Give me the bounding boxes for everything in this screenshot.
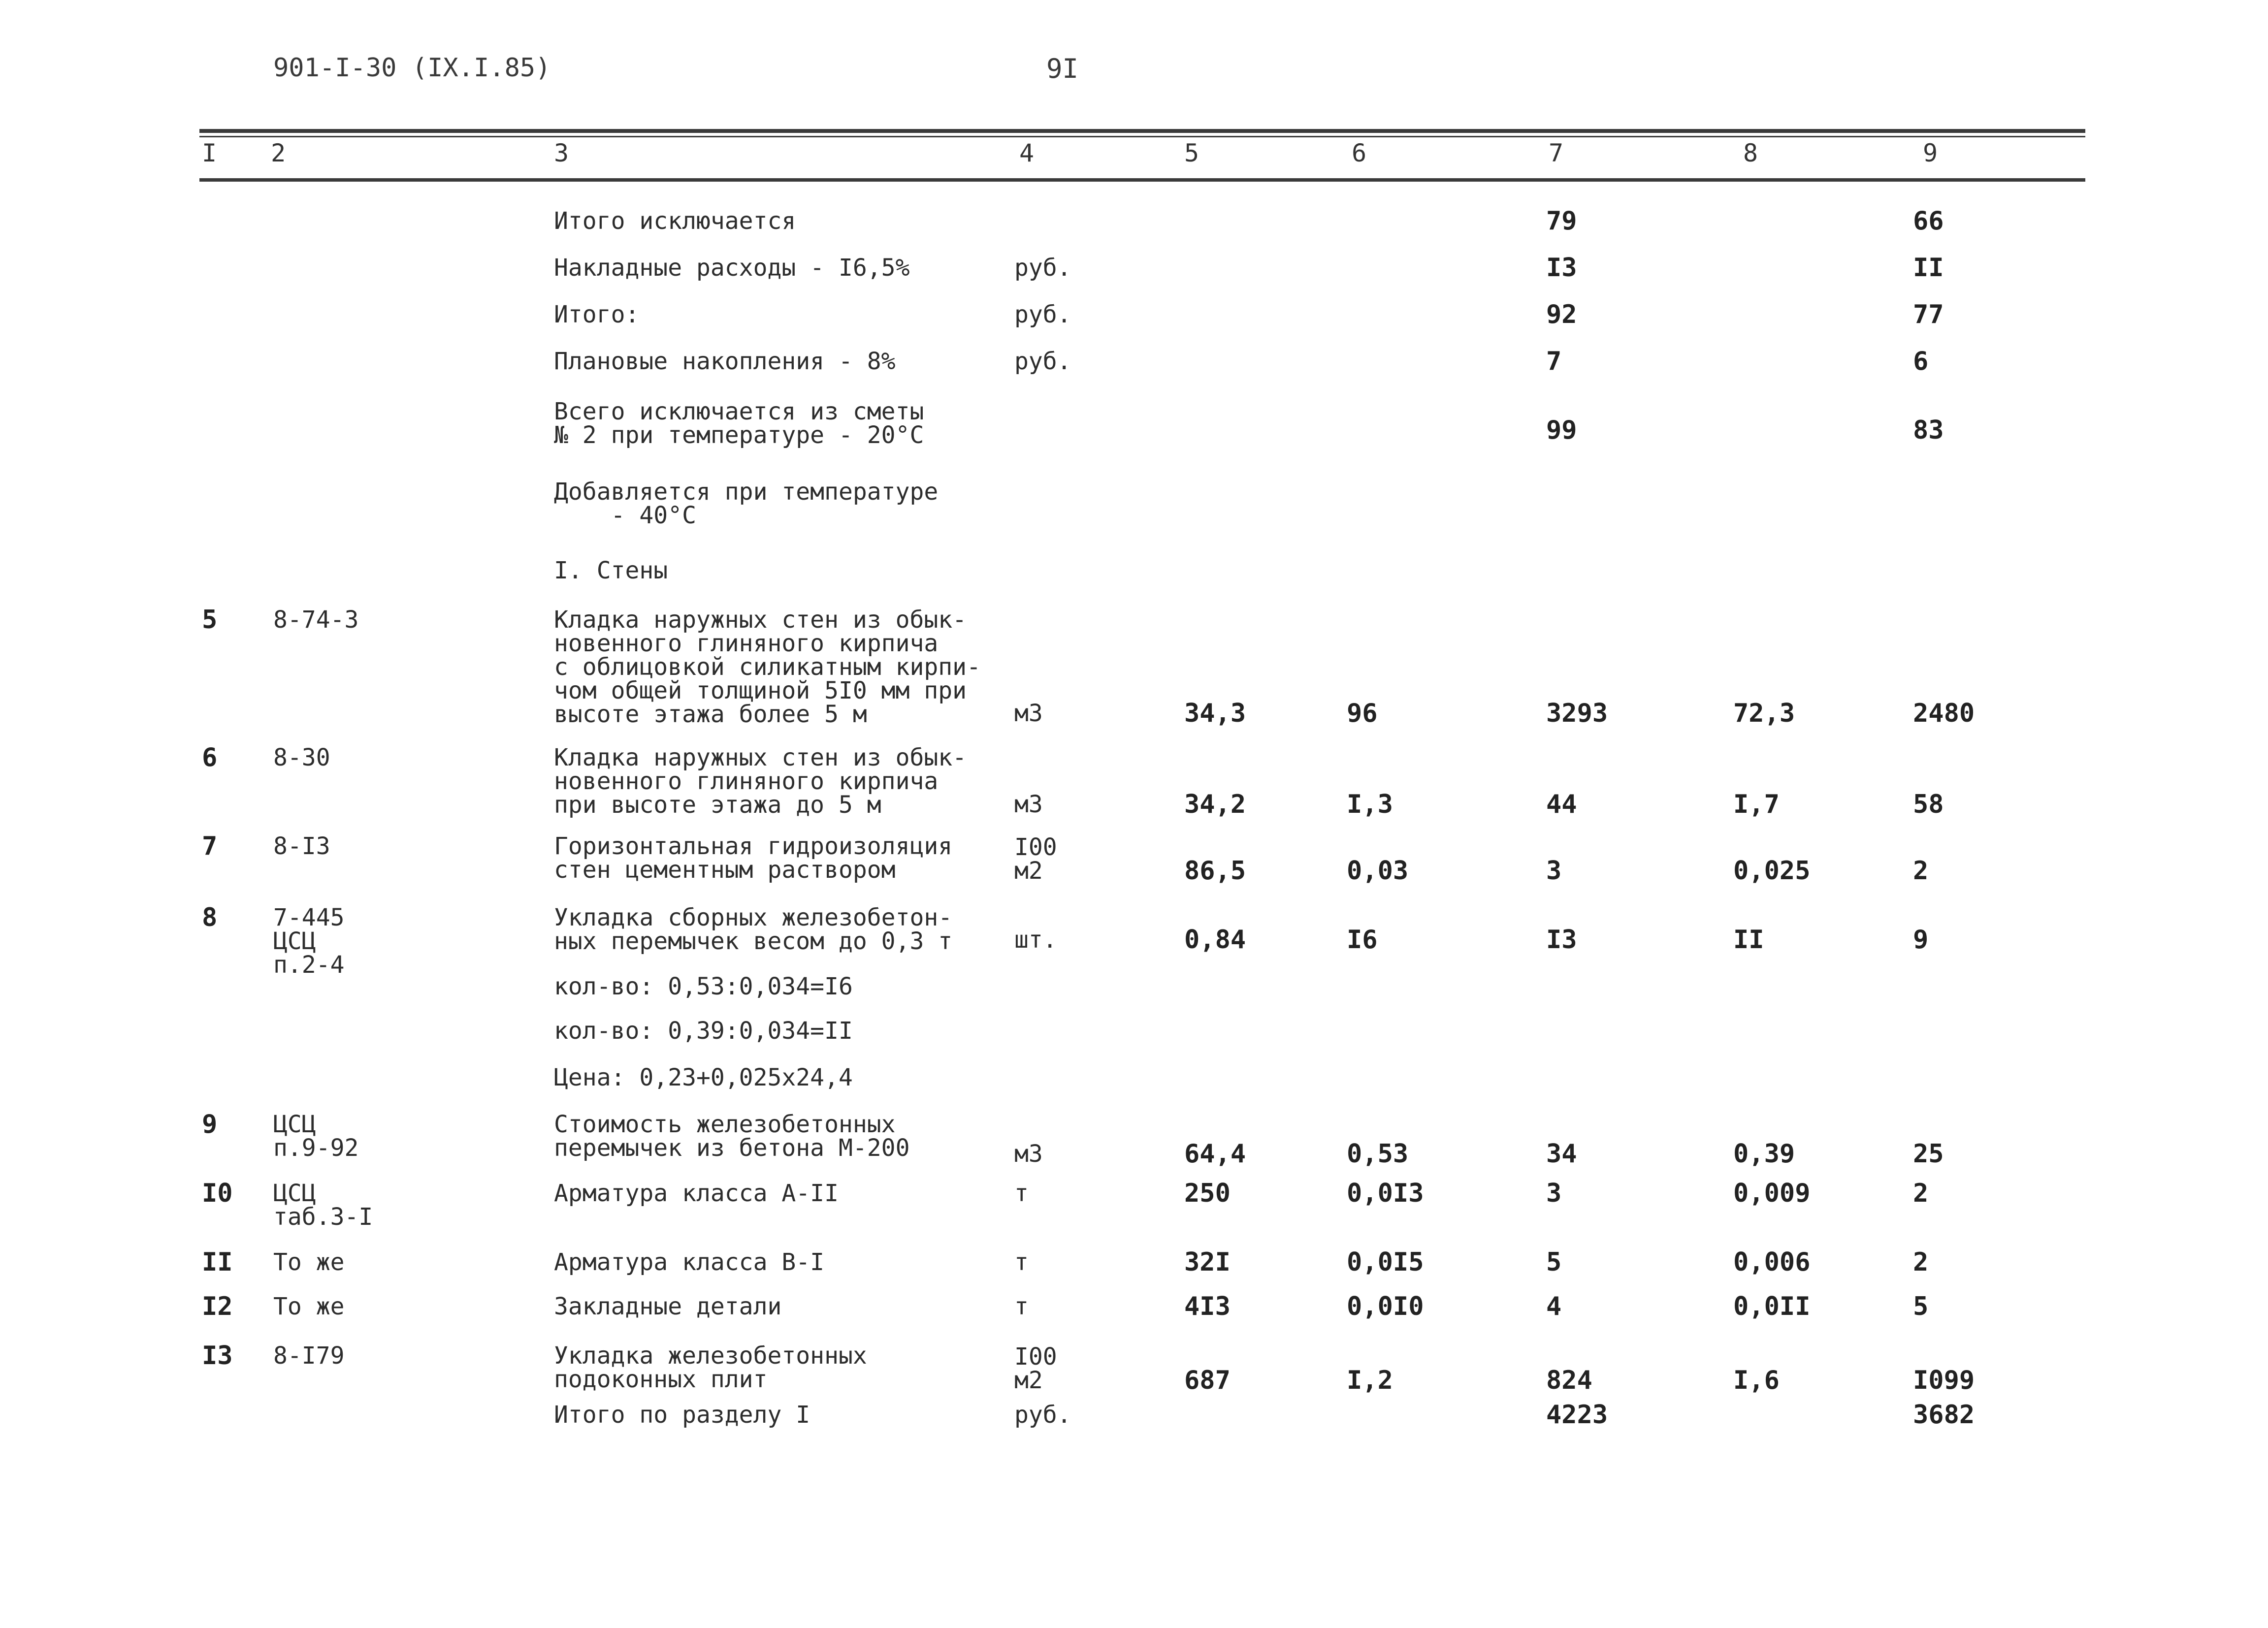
row-18-c8: 0,0II <box>1733 1292 1811 1321</box>
row-8-desc: Кладка наружных стен из обык- новенного глиняного кирпича с облицовкой силикатным кирпи- чом общей толщиной 5I0 мм при высоте этажа более 5 м <box>554 606 981 728</box>
row-11-code: 7-445 ЦСЦ п.2-4 <box>273 904 345 979</box>
row-18-c5: 4I3 <box>1184 1292 1231 1321</box>
header-rule-top-thin <box>199 136 2085 137</box>
row-11-c5: 0,84 <box>1184 925 1246 955</box>
row-11-unit: шт. <box>1014 926 1057 954</box>
column-number-5: 5 <box>1184 139 1199 167</box>
row-9-c6: I,3 <box>1347 790 1393 819</box>
row-11-desc: Укладка сборных железобетон- ных перемычек весом до 0,3 т <box>554 904 953 955</box>
row-9-c9: 58 <box>1913 790 1944 819</box>
row-6-desc: Добавляется при температуре - 40°С <box>554 478 939 529</box>
row-12-desc: кол-во: 0,53:0,034=I6 <box>554 973 853 1000</box>
row-9-pos: 6 <box>202 743 218 772</box>
row-16-code: ЦСЦ таб.3-I <box>273 1180 373 1231</box>
row-11-c9: 9 <box>1913 925 1929 955</box>
row-10-c9: 2 <box>1913 856 1929 886</box>
row-17-c6: 0,0I5 <box>1347 1247 1424 1277</box>
row-16-c8: 0,009 <box>1733 1179 1811 1208</box>
row-16-c7: 3 <box>1546 1179 1562 1208</box>
row-10-unit: I00 м2 <box>1014 833 1057 885</box>
row-18-desc: Закладные детали <box>554 1293 782 1320</box>
row-17-c9: 2 <box>1913 1247 1929 1277</box>
row-13-desc: кол-во: 0,39:0,034=II <box>554 1017 853 1045</box>
row-8-c9: 2480 <box>1913 699 1975 728</box>
row-17-c5: 32I <box>1184 1247 1231 1277</box>
document-code: 901-I-30 (IX.I.85) <box>273 53 551 83</box>
row-5-c7: 99 <box>1546 415 1577 445</box>
row-7-desc: I. Стены <box>554 557 668 584</box>
row-9-c8: I,7 <box>1733 790 1780 819</box>
row-15-c8: 0,39 <box>1733 1139 1795 1169</box>
row-19-c6: I,2 <box>1347 1366 1393 1395</box>
row-10-c5: 86,5 <box>1184 856 1246 886</box>
row-2-c9: II <box>1913 253 1944 283</box>
row-17-c7: 5 <box>1546 1247 1562 1277</box>
row-9-unit: м3 <box>1014 791 1043 818</box>
row-2-c7: I3 <box>1546 253 1577 283</box>
column-number-9: 9 <box>1923 139 1938 167</box>
row-17-pos: II <box>202 1247 233 1277</box>
row-16-unit: т <box>1014 1180 1029 1207</box>
row-4-c7: 7 <box>1546 347 1562 376</box>
row-8-code: 8-74-3 <box>273 606 359 634</box>
row-11-pos: 8 <box>202 903 218 932</box>
row-9-c5: 34,2 <box>1184 790 1246 819</box>
row-19-c7: 824 <box>1546 1366 1592 1395</box>
column-number-4: 4 <box>1019 139 1035 167</box>
row-20-desc: Итого по разделу I <box>554 1401 810 1429</box>
row-18-c7: 4 <box>1546 1292 1562 1321</box>
row-4-c9: 6 <box>1913 347 1929 376</box>
row-15-pos: 9 <box>202 1110 218 1139</box>
row-19-c5: 687 <box>1184 1366 1231 1395</box>
row-10-pos: 7 <box>202 831 218 861</box>
row-10-c6: 0,03 <box>1347 856 1409 886</box>
header-rule-top <box>199 129 2085 133</box>
row-10-desc: Горизонтальная гидроизоляция стен цементным раствором <box>554 832 953 884</box>
column-number-2: 2 <box>271 139 286 167</box>
row-8-c7: 3293 <box>1546 699 1608 728</box>
row-16-desc: Арматура класса А-II <box>554 1180 839 1207</box>
row-14-desc: Цена: 0,23+0,025x24,4 <box>554 1064 853 1091</box>
row-1-c7: 79 <box>1546 206 1577 236</box>
row-1-desc: Итого исключается <box>554 207 796 235</box>
column-number-1: I <box>202 139 217 167</box>
header-rule-bottom <box>199 178 2085 182</box>
column-number-8: 8 <box>1743 139 1758 167</box>
row-16-c5: 250 <box>1184 1179 1231 1208</box>
row-8-c6: 96 <box>1347 699 1378 728</box>
row-20-c9: 3682 <box>1913 1400 1975 1430</box>
column-number-3: 3 <box>554 139 569 167</box>
row-11-c7: I3 <box>1546 925 1577 955</box>
row-5-desc: Всего исключается из сметы № 2 при температуре - 20°С <box>554 398 924 449</box>
row-15-c9: 25 <box>1913 1139 1944 1169</box>
row-18-unit: т <box>1014 1293 1029 1320</box>
row-11-c8: II <box>1733 925 1764 955</box>
row-1-c9: 66 <box>1913 206 1944 236</box>
row-19-c8: I,6 <box>1733 1366 1780 1395</box>
row-17-c8: 0,006 <box>1733 1247 1811 1277</box>
row-15-unit: м3 <box>1014 1140 1043 1168</box>
row-16-c6: 0,0I3 <box>1347 1179 1424 1208</box>
row-2-desc: Накладные расходы - I6,5% <box>554 254 910 282</box>
row-8-c5: 34,3 <box>1184 699 1246 728</box>
row-8-unit: м3 <box>1014 700 1043 727</box>
row-11-c6: I6 <box>1347 925 1378 955</box>
row-4-unit: руб. <box>1014 348 1071 375</box>
row-8-pos: 5 <box>202 605 218 635</box>
row-15-c6: 0,53 <box>1347 1139 1409 1169</box>
row-8-c8: 72,3 <box>1733 699 1795 728</box>
row-4-desc: Плановые накопления - 8% <box>554 348 896 375</box>
row-10-code: 8-I3 <box>273 832 330 860</box>
row-17-code: То же <box>273 1248 345 1276</box>
row-20-c7: 4223 <box>1546 1400 1608 1430</box>
row-18-code: То же <box>273 1293 345 1320</box>
row-9-code: 8-30 <box>273 744 330 771</box>
row-19-code: 8-I79 <box>273 1342 345 1370</box>
column-number-7: 7 <box>1549 139 1564 167</box>
row-15-desc: Стоимость железобетонных перемычек из бетона М-200 <box>554 1111 910 1162</box>
column-number-6: 6 <box>1352 139 1367 167</box>
row-3-unit: руб. <box>1014 301 1071 328</box>
row-9-c7: 44 <box>1546 790 1577 819</box>
row-18-c9: 5 <box>1913 1292 1929 1321</box>
row-17-unit: т <box>1014 1248 1029 1276</box>
row-20-unit: руб. <box>1014 1401 1071 1429</box>
row-5-c9: 83 <box>1913 415 1944 445</box>
row-16-c9: 2 <box>1913 1179 1929 1208</box>
row-2-unit: руб. <box>1014 254 1071 282</box>
row-18-pos: I2 <box>202 1292 233 1321</box>
row-15-c5: 64,4 <box>1184 1139 1246 1169</box>
row-19-c9: I099 <box>1913 1366 1975 1395</box>
row-3-desc: Итого: <box>554 301 640 328</box>
row-19-unit: I00 м2 <box>1014 1343 1057 1394</box>
row-9-desc: Кладка наружных стен из обык- новенного глиняного кирпича при высоте этажа до 5 м <box>554 744 967 819</box>
row-18-c6: 0,0I0 <box>1347 1292 1424 1321</box>
row-17-desc: Арматура класса В-I <box>554 1248 825 1276</box>
row-19-pos: I3 <box>202 1341 233 1371</box>
row-15-code: ЦСЦ п.9-92 <box>273 1111 359 1162</box>
page-number: 9I <box>1046 53 1079 84</box>
row-10-c8: 0,025 <box>1733 856 1811 886</box>
row-16-pos: I0 <box>202 1179 233 1208</box>
row-15-c7: 34 <box>1546 1139 1577 1169</box>
row-10-c7: 3 <box>1546 856 1562 886</box>
row-19-desc: Укладка железобетонных подоконных плит <box>554 1342 867 1393</box>
row-3-c9: 77 <box>1913 300 1944 329</box>
row-3-c7: 92 <box>1546 300 1577 329</box>
